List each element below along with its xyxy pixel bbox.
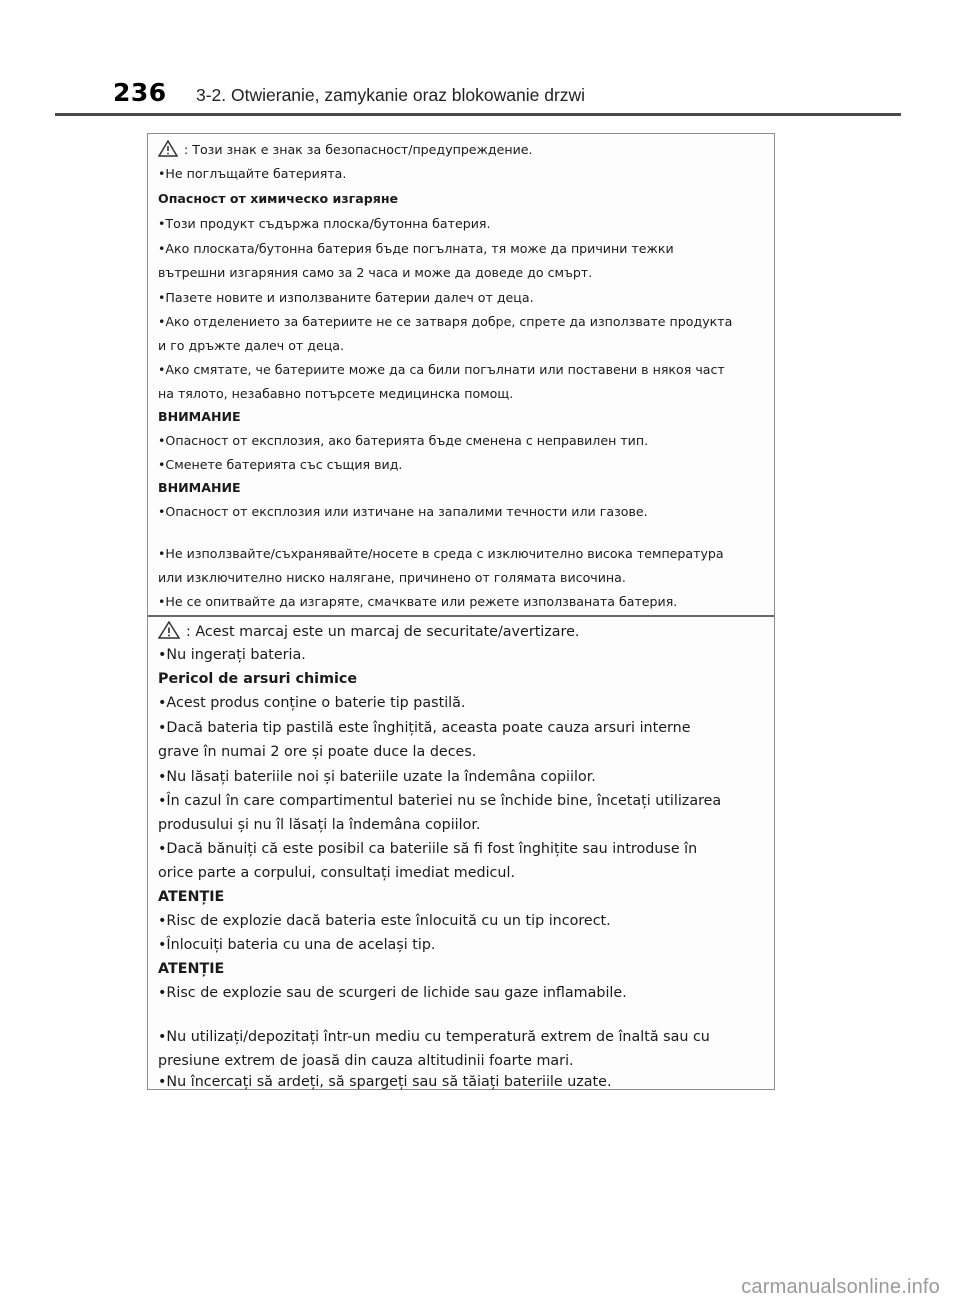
ro-heading-caution-2: ATENȚIE	[158, 961, 225, 977]
ro-heading-chemical: Pericol de arsuri chimice	[158, 671, 358, 687]
site-watermark[interactable]: carmanualsonline.info	[741, 1276, 940, 1298]
bg-safety-sign-text: : Този знак е знак за безопасност/предупреждение.	[184, 142, 533, 157]
bg-line-1: •Не поглъщайте батерията.	[158, 166, 347, 181]
ro-line-5: grave în numai 2 ore și poate duce la deces.	[158, 744, 477, 760]
bg-line-18: •Не се опитвайте да изгаряте, смачквате или режете използваната батерия.	[158, 594, 678, 609]
ro-line-15: •Risc de explozie sau de scurgeri de lichide sau gaze inflamabile.	[158, 985, 627, 1001]
ro-line-6: •Nu lăsați bateriile noi și bateriile uzate la îndemâna copiilor.	[158, 769, 596, 785]
bg-line-0	[158, 140, 533, 160]
bg-line-15: •Опасност от експлозия или изтичане на запалими течности или газове.	[158, 504, 648, 519]
bg-line-12: •Опасност от експлозия, ако батерията бъде сменена с неправилен тип.	[158, 433, 649, 448]
header-rule	[55, 113, 901, 116]
scanned-warning-label	[147, 133, 775, 1090]
bg-line-13: •Сменете батерията със същия вид.	[158, 457, 403, 472]
bulgarian-warning-section	[148, 134, 774, 614]
ro-line-0	[158, 621, 579, 643]
bg-line-10: на тялото, незабавно потърсете медицинска помощ.	[158, 386, 514, 401]
ro-line-18: •Nu încercați să ardeți, să spargeți sau să tăiați bateriile uzate.	[158, 1074, 612, 1090]
bulgarian-text-block	[158, 134, 766, 614]
ro-line-3: •Acest produs conține o baterie tip pastilă.	[158, 695, 466, 711]
romanian-warning-section	[148, 619, 774, 1089]
ro-line-13: •Înlocuiți bateria cu una de același tip.	[158, 937, 436, 953]
ro-safety-sign-text: : Acest marcaj este un marcaj de securitate/avertizare.	[186, 624, 580, 640]
ro-line-12: •Risc de explozie dacă bateria este înlocuită cu un tip incorect.	[158, 913, 611, 929]
page-header	[0, 0, 960, 120]
bg-heading-caution-2: ВНИМАНИЕ	[158, 480, 241, 495]
ro-line-8: produsului și nu îl lăsați la îndemâna copiilor.	[158, 817, 481, 833]
bg-line-16: •Не използвайте/съхранявайте/носете в среда с изключително висока температура	[158, 546, 724, 561]
page-number: 236	[113, 78, 167, 107]
bg-line-8: и го дръжте далеч от деца.	[158, 338, 345, 353]
ro-line-17: presiune extrem de joasă din cauza altitudinii foarte mari.	[158, 1053, 574, 1069]
ro-line-7: •În cazul în care compartimentul bateriei nu se închide bine, încetați utilizarea	[158, 793, 722, 809]
ro-line-16: •Nu utilizați/depozitați într-un mediu cu temperatură extrem de înaltă sau cu	[158, 1029, 710, 1045]
bg-line-7: •Ако отделението за батериите не се затваря добре, спрете да използвате продукта	[158, 314, 733, 329]
bg-line-4: •Ако плоската/бутонна батерия бъде погълната, тя може да причини тежки	[158, 241, 674, 256]
bg-heading-caution-1: ВНИМАНИЕ	[158, 409, 241, 424]
section-divider	[148, 615, 774, 617]
ro-line-10: orice parte a corpului, consultați imediat medicul.	[158, 865, 515, 881]
section-title: 3-2. Otwieranie, zamykanie oraz blokowanie drzwi	[196, 85, 586, 105]
ro-line-4: •Dacă bateria tip pastilă este înghițită, aceasta poate cauza arsuri interne	[158, 720, 691, 736]
bg-line-9: •Ако смятате, че батериите може да са били погълнати или поставени в някоя част	[158, 362, 725, 377]
ro-line-1: •Nu ingerați bateria.	[158, 647, 306, 663]
warning-triangle-icon	[158, 621, 180, 643]
bg-heading-chemical: Опасност от химическо изгаряне	[158, 191, 399, 206]
romanian-text-block	[158, 619, 766, 1089]
bg-line-17: или изключително ниско налягане, причинено от голямата височина.	[158, 570, 626, 585]
bg-line-3: •Този продукт съдържа плоска/бутонна батерия.	[158, 216, 491, 231]
ro-heading-caution-1: ATENȚIE	[158, 889, 225, 905]
bg-line-6: •Пазете новите и използваните батерии далеч от деца.	[158, 290, 534, 305]
bg-line-5: вътрешни изгаряния само за 2 часа и може да доведе до смърт.	[158, 265, 593, 280]
warning-triangle-icon	[158, 140, 178, 160]
ro-line-9: •Dacă bănuiți că este posibil ca bateriile să fi fost înghițite sau introduse în	[158, 841, 698, 857]
